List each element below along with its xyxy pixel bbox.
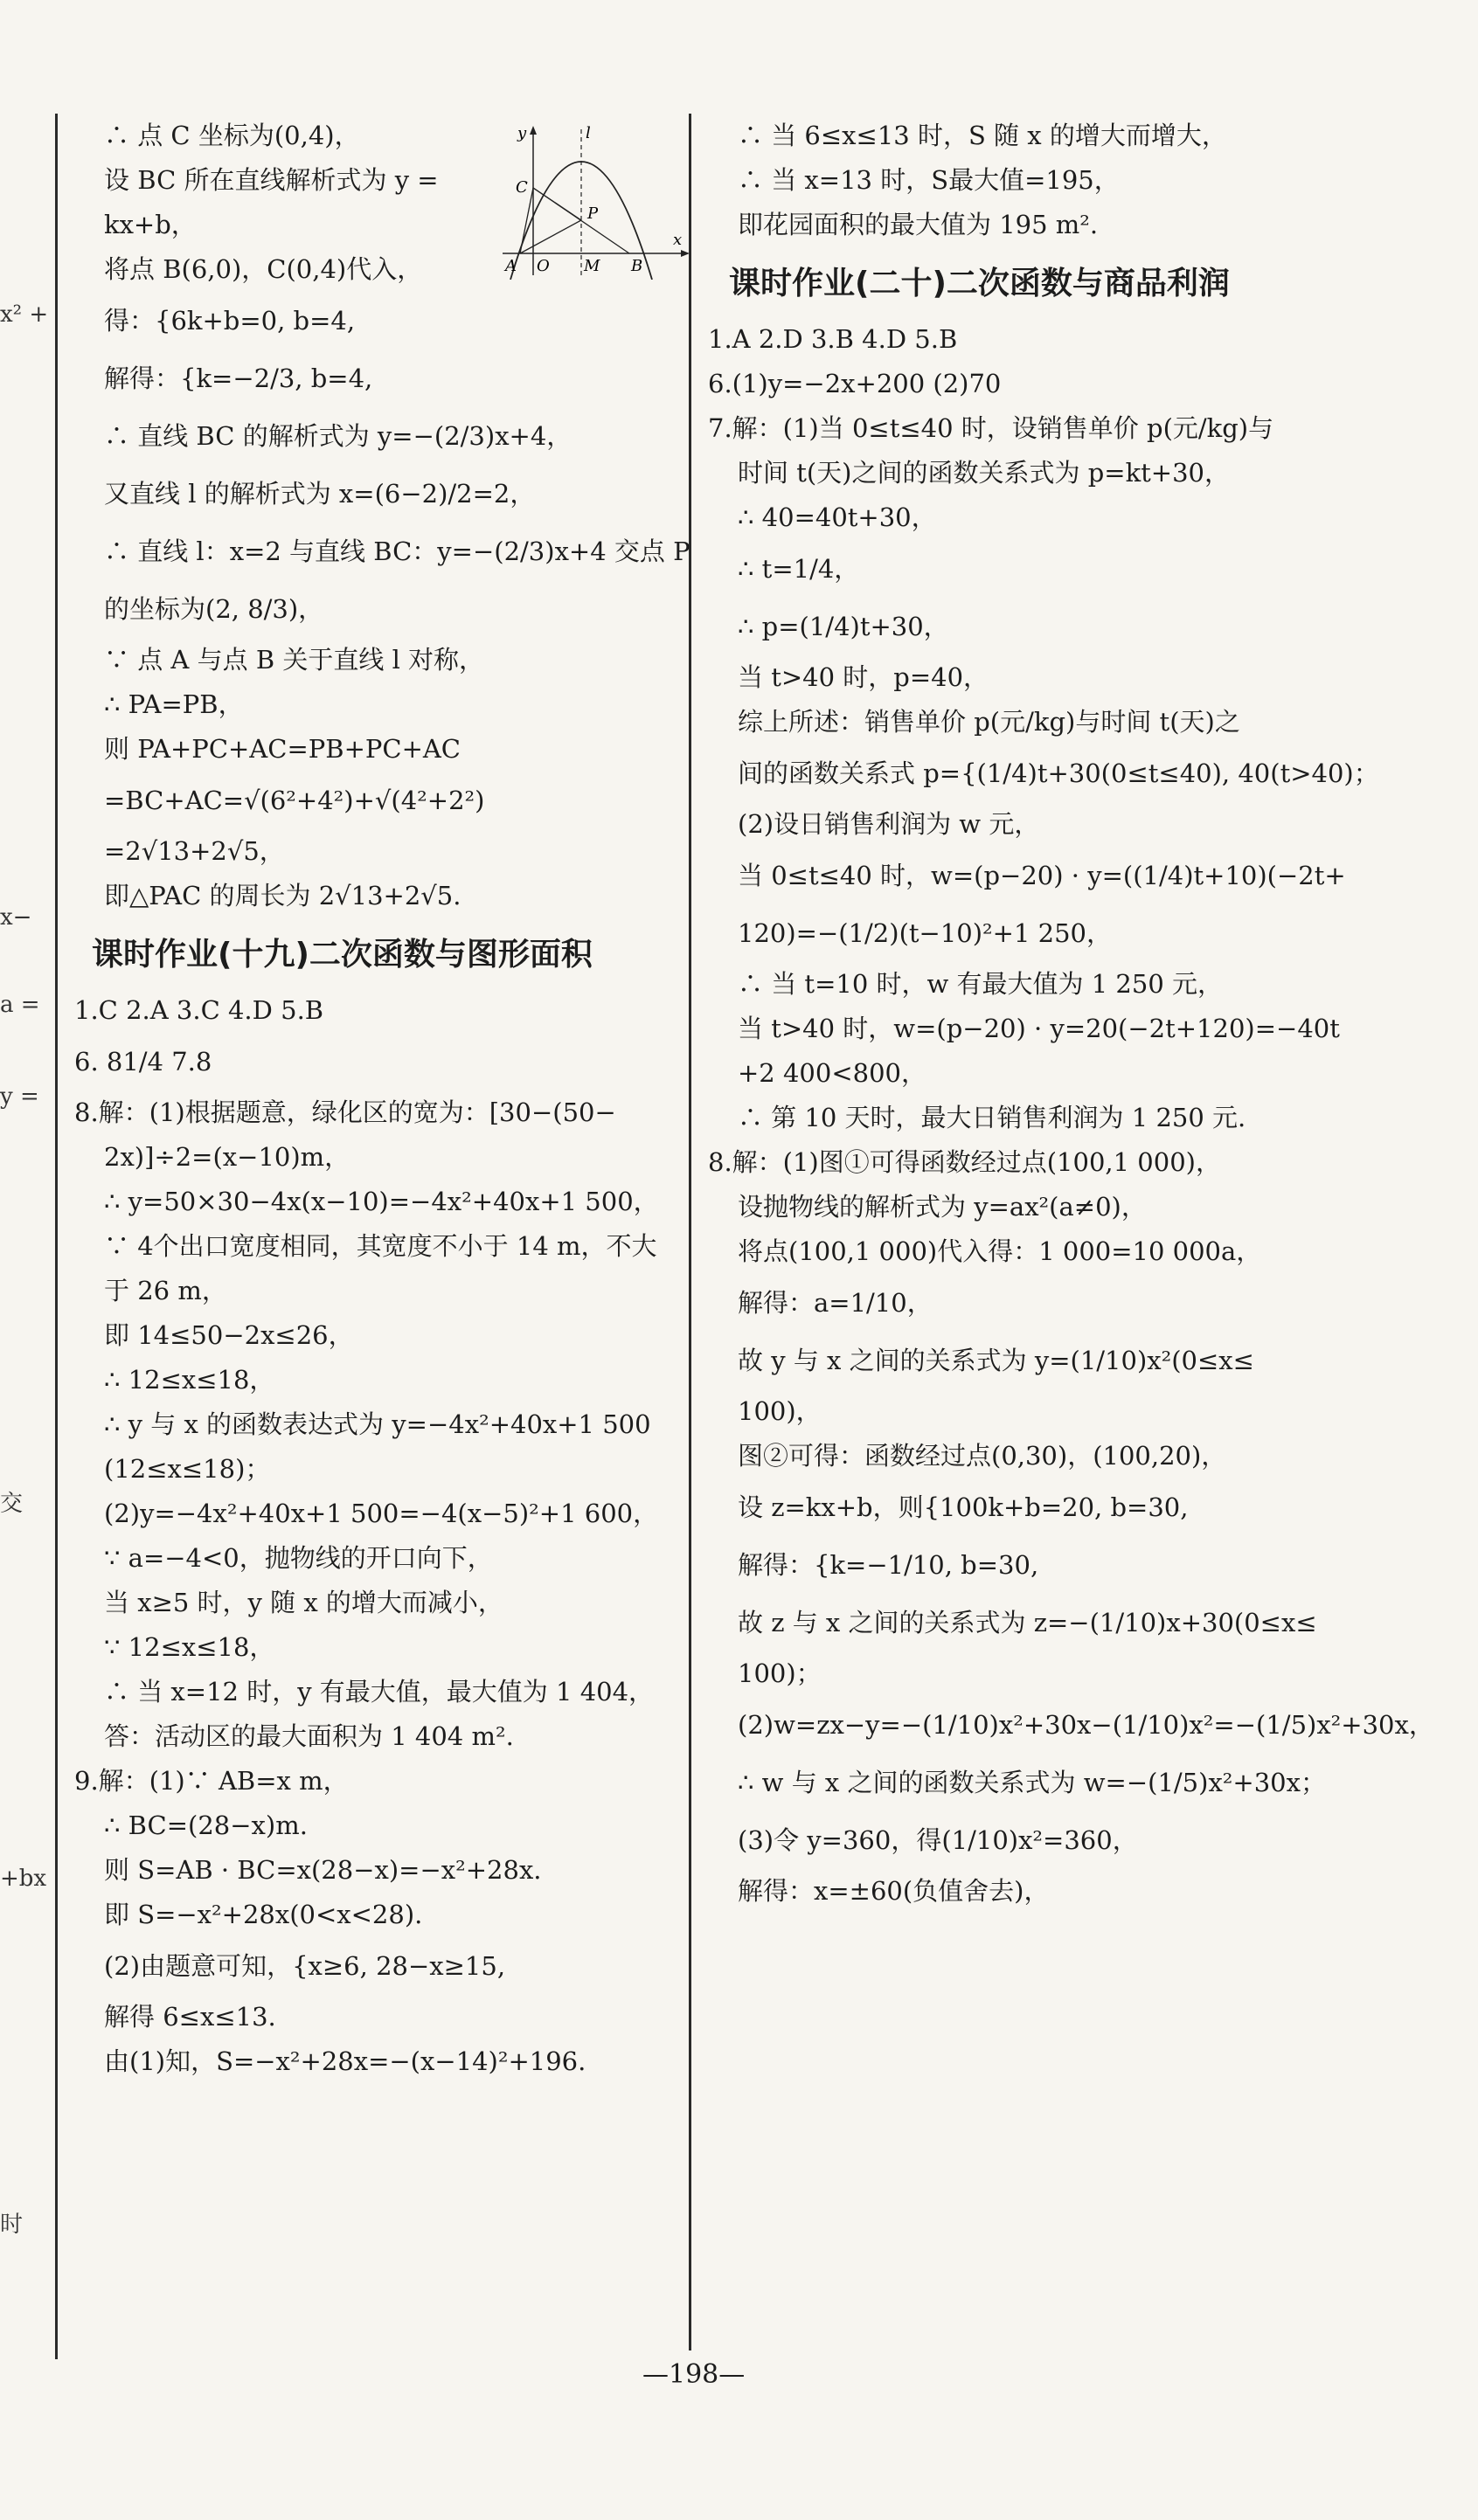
text-line: 即 S=−x²+28x(0<x<28). — [104, 1900, 423, 1929]
edge-fragment: x− — [0, 904, 32, 931]
text-line: 综上所述：销售单价 p(元/kg)与时间 t(天)之 — [738, 707, 1240, 737]
text-line: ∴ 当 6≤x≤13 时，S 随 x 的增大而增大， — [738, 121, 1227, 150]
text-line: ∴ 当 x=13 时，S最大值=195， — [738, 165, 1120, 195]
left-column-rule — [55, 114, 58, 2359]
text-line: 120)=−(1/2)(t−10)²+1 250， — [738, 918, 1112, 948]
edge-fragment: a = — [0, 992, 40, 1018]
label-y: y — [517, 124, 527, 142]
edge-fragment: 交 — [0, 1491, 24, 1517]
text-line: 解得：{k=−2/3, b=4, — [104, 363, 373, 393]
text-line: 答：活动区的最大面积为 1 404 m². — [104, 1721, 514, 1751]
text-line: 设抛物线的解析式为 y=ax²(a≠0)， — [738, 1192, 1147, 1222]
text-line: 100)； — [738, 1658, 822, 1688]
text-line: 解得：a=1/10， — [738, 1288, 933, 1318]
text-line: 2x)]÷2=(x−10)m， — [104, 1142, 350, 1172]
text-line: 则 PA+PC+AC=PB+PC+AC — [104, 734, 461, 764]
text-line: 设 BC 所在直线解析式为 y = — [104, 165, 439, 195]
text-line: ∵ 12≤x≤18， — [104, 1632, 275, 1662]
text-line: 解得：{k=−1/10, b=30, — [738, 1550, 1039, 1580]
label-B: B — [631, 257, 643, 275]
text-line: 即△PAC 的周长为 2√13+2√5. — [104, 881, 461, 910]
text-line: 图②可得：函数经过点(0,30)，(100,20)， — [738, 1441, 1227, 1471]
text-line: 8.解：(1)图①可得函数经过点(100,1 000)， — [708, 1147, 1221, 1177]
section-heading-20: 课时作业(二十)二次函数与商品利润 — [729, 266, 1230, 301]
text-line: ∴ 点 C 坐标为(0,4)， — [104, 121, 360, 150]
edge-fragment: 时 — [0, 2212, 24, 2238]
text-line: 当 0≤t≤40 时，w=(p−20) · y=((1/4)t+10)(−2t+ — [738, 861, 1346, 890]
text-line: ∴ 直线 l：x=2 与直线 BC：y=−(2/3)x+4 交点 P — [104, 537, 690, 566]
text-line: =2√13+2√5， — [104, 836, 285, 866]
text-line: 即花园面积的最大值为 195 m². — [738, 210, 1099, 239]
edge-fragment: +bx — [0, 1866, 47, 1892]
text-line: 的坐标为(2, 8/3)， — [104, 594, 324, 624]
text-line: 间的函数关系式 p={(1/4)t+30(0≤t≤40), 40(t>40)； — [738, 758, 1379, 788]
text-line: ∴ 直线 BC 的解析式为 y=−(2/3)x+4， — [104, 421, 572, 451]
edge-fragment: x² + — [0, 301, 49, 328]
text-line: ∴ 当 t=10 时，w 有最大值为 1 250 元， — [738, 969, 1224, 999]
text-line: ∴ 当 x=12 时，y 有最大值，最大值为 1 404， — [104, 1677, 655, 1707]
text-line: 则 S=AB · BC=x(28−x)=−x²+28x. — [104, 1855, 542, 1885]
section-heading-19: 课时作业(十九)二次函数与图形面积 — [92, 937, 593, 973]
text-line: 7.解：(1)当 0≤t≤40 时，设销售单价 p(元/kg)与 — [708, 413, 1274, 443]
text-line: 故 z 与 x 之间的关系式为 z=−(1/10)x+30(0≤x≤ — [738, 1608, 1317, 1637]
label-x: x — [673, 231, 683, 249]
answers-row: 1.C 2.A 3.C 4.D 5.B — [74, 995, 324, 1025]
text-line: 当 t>40 时，w=(p−20) · y=20(−2t+120)=−40t — [738, 1014, 1340, 1043]
text-line: +2 400<800， — [738, 1058, 926, 1088]
text-line: ∴ BC=(28−x)m. — [104, 1810, 308, 1840]
text-line: 100)， — [738, 1396, 822, 1426]
text-line: 设 z=kx+b，则{100k+b=20, b=30, — [738, 1492, 1189, 1522]
text-line: =BC+AC=√(6²+4²)+√(4²+2²) — [104, 786, 485, 815]
text-line: ∴ y 与 x 的函数表达式为 y=−4x²+40x+1 500 — [104, 1409, 651, 1439]
text-line: 于 26 m， — [104, 1276, 227, 1305]
text-line: 当 x≥5 时，y 随 x 的增大而减小， — [104, 1588, 503, 1617]
text-line: (2)y=−4x²+40x+1 500=−4(x−5)²+1 600， — [104, 1499, 659, 1528]
label-C: C — [516, 178, 528, 197]
answers-row: 1.A 2.D 3.B 4.D 5.B — [708, 324, 958, 354]
text-line: 解得 6≤x≤13. — [104, 2002, 276, 2032]
text-line: ∵ 点 A 与点 B 关于直线 l 对称， — [104, 645, 485, 675]
text-line: (2)设日销售利润为 w 元， — [738, 809, 1040, 839]
edge-fragment: y = — [0, 1083, 39, 1110]
right-column — [708, 114, 1460, 1914]
text-line: 9.解：(1)∵ AB=x m， — [74, 1766, 349, 1796]
text-line: 得：{6k+b=0, b=4, — [104, 306, 356, 336]
text-line: ∴ w 与 x 之间的函数关系式为 w=−(1/5)x²+30x； — [738, 1768, 1326, 1797]
text-line: 解得：x=±60(负值舍去)， — [738, 1876, 1050, 1906]
text-line: 由(1)知，S=−x²+28x=−(x−14)²+196. — [104, 2046, 586, 2076]
text-line: ∴ 第 10 天时，最大日销售利润为 1 250 元. — [738, 1103, 1246, 1132]
text-line: (12≤x≤18)； — [104, 1454, 271, 1484]
text-line: ∴ 40=40t+30， — [738, 502, 937, 532]
label-M: M — [584, 257, 600, 275]
label-O: O — [537, 257, 550, 275]
text-line: (2)w=zx−y=−(1/10)x²+30x−(1/10)x²=−(1/5)x²+30x， — [738, 1710, 1434, 1740]
text-line: ∴ p=(1/4)t+30， — [738, 612, 949, 641]
text-line: ∵ 4个出口宽度相同，其宽度不小于 14 m，不大 — [104, 1231, 657, 1261]
page-number: —198— — [642, 2359, 746, 2390]
answers-row: 6. 81/4 7.8 — [74, 1047, 212, 1077]
label-A: A — [505, 257, 517, 275]
label-P: P — [587, 204, 599, 223]
text-line: ∴ PA=PB， — [104, 689, 244, 719]
text-line: ∴ t=1/4， — [738, 554, 860, 584]
label-l: l — [586, 124, 591, 142]
text-line: ∴ y=50×30−4x(x−10)=−4x²+40x+1 500， — [104, 1187, 659, 1216]
text-line: 故 y 与 x 之间的关系式为 y=(1/10)x²(0≤x≤ — [738, 1346, 1254, 1375]
left-edge-fragments — [0, 0, 48, 2520]
answers-row: 6.(1)y=−2x+200 (2)70 — [708, 369, 1002, 398]
text-line: (2)由题意可知，{x≥6, 28−x≥15, — [104, 1951, 506, 1981]
text-line: kx+b， — [104, 210, 197, 239]
left-column — [74, 114, 690, 2084]
text-line: 将点 B(6,0)，C(0,4)代入， — [104, 254, 423, 284]
text-line: 8.解：(1)根据题意，绿化区的宽为：[30−(50− — [74, 1097, 616, 1127]
text-line: 时间 t(天)之间的函数关系式为 p=kt+30， — [738, 458, 1231, 488]
text-line: 将点(100,1 000)代入得：1 000=10 000a， — [738, 1236, 1262, 1266]
text-line: 当 t>40 时，p=40， — [738, 662, 989, 692]
text-line: (3)令 y=360，得(1/10)x²=360， — [738, 1825, 1138, 1855]
text-line: 又直线 l 的解析式为 x=(6−2)/2=2， — [104, 479, 536, 509]
center-column-rule — [689, 114, 691, 2350]
text-line: ∴ 12≤x≤18， — [104, 1365, 275, 1395]
text-line: 即 14≤50−2x≤26， — [104, 1320, 354, 1350]
text-line: ∵ a=−4<0，抛物线的开口向下， — [104, 1543, 493, 1573]
